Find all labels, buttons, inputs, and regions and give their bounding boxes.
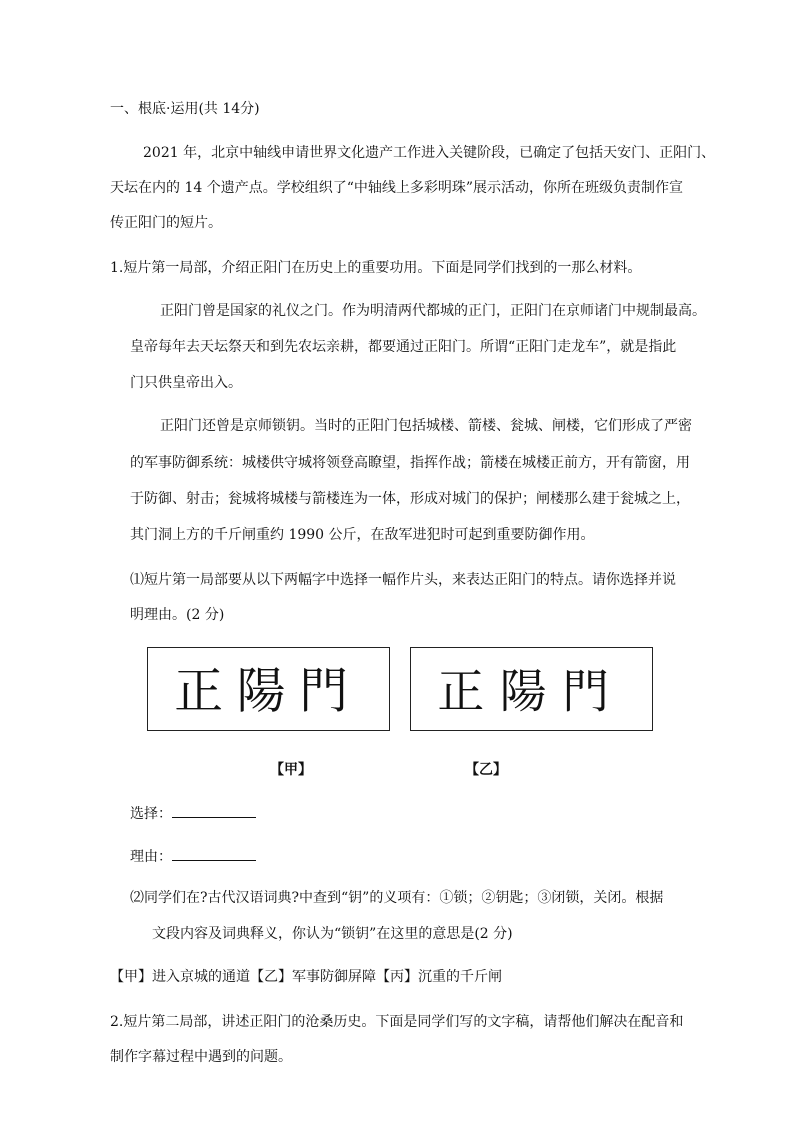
answer-reason-label: 理由： xyxy=(130,849,172,865)
material-para-2-line-4: 其门洞上方的千斤闸重约 1990 公斤，在敌军进犯时可起到重要防御作用。 xyxy=(130,527,595,543)
answer-choose-blank[interactable] xyxy=(172,803,256,818)
material-para-2-line-3: 于防御、射击；瓮城将城楼与箭楼连为一体，形成对城门的保护；闸楼那么建于瓮城之上， xyxy=(130,491,690,507)
calligraphy-jia-text: 正陽門 xyxy=(174,662,362,720)
material-para-1-line-2: 皇帝每年去天坛祭天和到先农坛亲耕，都要通过正阳门。所谓“正阳门走龙车”，就是指此 xyxy=(130,339,677,355)
answer-options: 【甲】进入京城的通道【乙】军事防御屏障【丙】沉重的千斤闸 xyxy=(110,969,502,985)
calligraphy-yi-plaque xyxy=(410,647,653,731)
intro-line-2: 天坛在内的 14 个遗产点。学校组织了“中轴线上多彩明珠”展示活动，你所在班级负责制作宣 xyxy=(110,180,684,196)
question-1-1-line-2: 明理由。(2 分) xyxy=(130,607,225,623)
answer-choose-label: 选择： xyxy=(130,806,172,822)
calligraphy-yi-label: 【乙】 xyxy=(465,762,507,778)
question-2-stem-line-2: 制作字幕过程中遇到的问题。 xyxy=(110,1049,292,1065)
intro-line-1: 2021 年，北京中轴线申请世界文化遗产工作进入关键阶段，已确定了包括天安门、正阳门、 xyxy=(143,145,716,161)
material-para-2-line-2: 的军事防御系统：城楼供守城将领登高瞭望，指挥作战；箭楼在城楼正前方，开有箭窗，用 xyxy=(130,455,690,471)
question-1-2-line-2: 文段内容及词典释义，你认为“锁钥”在这里的意思是(2 分) xyxy=(152,926,513,942)
answer-reason-row xyxy=(130,846,256,867)
question-1-1-line-1: ⑴短片第一局部要从以下两幅字中选择一幅作片头，来表达正阳门的特点。请你选择并说 xyxy=(130,572,676,588)
question-1-2-line-1: ⑵同学们在?古代汉语词典?中查到“钥”的义项有：①锁；②钥匙；③闭锁，关闭。根据 xyxy=(130,890,664,906)
calligraphy-jia-svg xyxy=(148,648,389,730)
calligraphy-jia-plaque xyxy=(147,647,390,731)
calligraphy-jia-label: 【甲】 xyxy=(270,762,312,778)
material-para-1-line-3: 门只供皇帝出入。 xyxy=(130,375,242,391)
question-1-stem: 1.短片第一局部，介绍正阳门在历史上的重要功用。下面是同学们找到的一那么材料。 xyxy=(110,260,642,276)
calligraphy-yi-svg xyxy=(411,648,652,730)
section-title: 一、根底·运用(共 14分) xyxy=(110,101,260,117)
intro-line-3: 传正阳门的短片。 xyxy=(110,215,222,231)
answer-choose-row xyxy=(130,803,256,824)
question-2-stem-line-1: 2.短片第二局部，讲述正阳门的沧桑历史。下面是同学们写的文字稿，请帮他们解决在配音和 xyxy=(110,1014,684,1030)
answer-reason-blank[interactable] xyxy=(172,846,256,861)
calligraphy-yi-text: 正陽門 xyxy=(437,665,625,720)
material-para-2-line-1: 正阳门还曾是京师锁钥。当时的正阳门包括城楼、箭楼、瓮城、闸楼，它们形成了严密 xyxy=(160,418,692,434)
material-para-1-line-1: 正阳门曾是国家的礼仪之门。作为明清两代都城的正门，正阳门在京师诸门中规制最高。 xyxy=(160,303,706,319)
